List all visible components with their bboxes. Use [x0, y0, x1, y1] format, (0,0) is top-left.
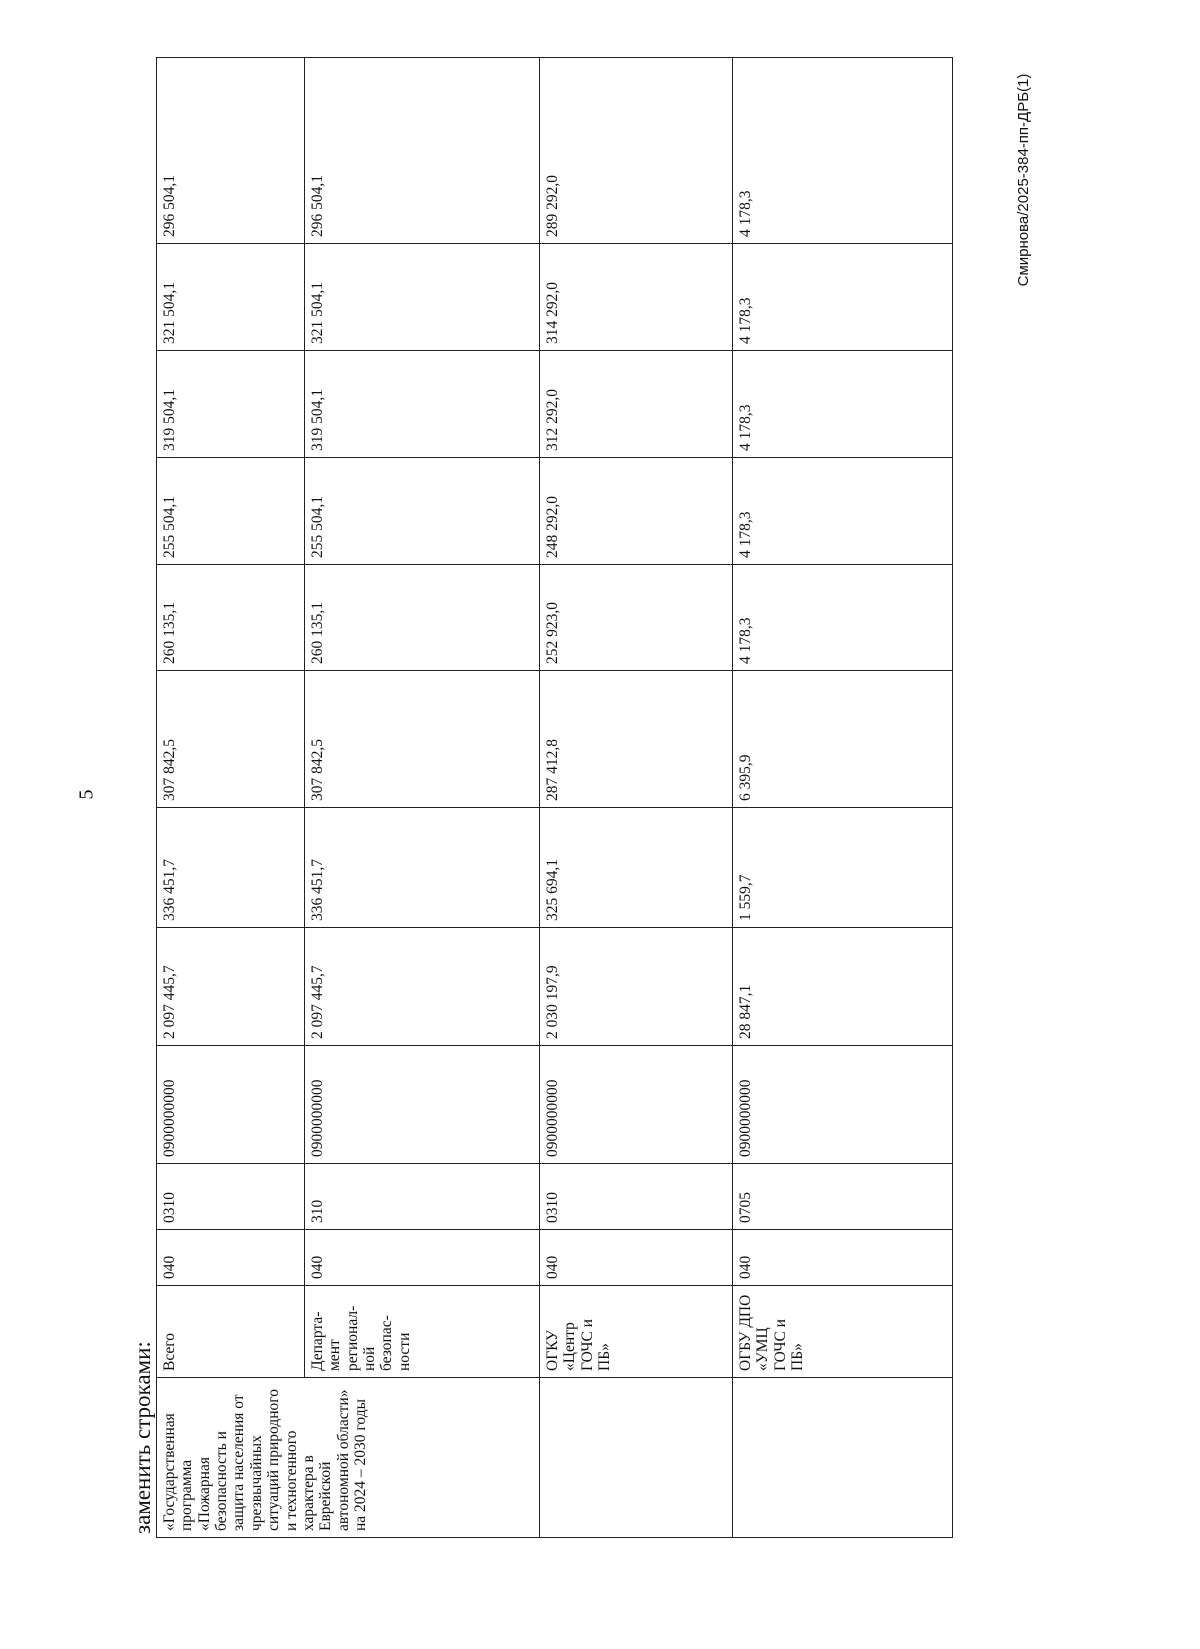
cell-y2029: 314 292,0: [540, 244, 733, 351]
cell-y2030: 289 292,0: [540, 58, 733, 244]
cell-y2025: 287 412,8: [540, 671, 733, 808]
cell-csr: 0900000000: [157, 1046, 305, 1164]
cell-total: 28 847,1: [733, 928, 953, 1046]
cell-csr: 0900000000: [733, 1046, 953, 1164]
cell-y2030: 4 178,3: [733, 58, 953, 244]
cell-y2029: 4 178,3: [733, 244, 953, 351]
cell-grbs: 040: [157, 1230, 305, 1286]
program-name-empty-cell: [540, 1378, 733, 1538]
cell-rzpr: 0310: [157, 1164, 305, 1230]
cell-y2030: 296 504,1: [305, 58, 540, 244]
cell-y2026: 4 178,3: [733, 565, 953, 671]
cell-y2026: 252 923,0: [540, 565, 733, 671]
cell-rzpr: 310: [305, 1164, 540, 1230]
cell-y2025: 307 842,5: [305, 671, 540, 808]
executor-cell: ОГБУ ДПО «УМЦ ГОЧС и ПБ»: [733, 1286, 953, 1378]
cell-y2024: 325 694,1: [540, 808, 733, 928]
cell-grbs: 040: [305, 1230, 540, 1286]
rotated-table-area: [130, 58, 940, 1538]
table-row: [305, 58, 540, 1538]
cell-y2025: 6 395,9: [733, 671, 953, 808]
cell-y2027: 255 504,1: [157, 458, 305, 565]
cell-y2029: 321 504,1: [157, 244, 305, 351]
executor-cell: Департа-мент регионал-ной безопас-ности: [305, 1286, 540, 1378]
cell-rzpr: 0310: [540, 1164, 733, 1230]
table-row: [540, 58, 733, 1538]
cell-y2028: 319 504,1: [157, 351, 305, 458]
cell-y2026: 260 135,1: [305, 565, 540, 671]
program-name-cell: «Государственная программа «Пожарная безопасность и защита населения от чрезвычайных ситуаций природного и техногенного характера в Еврейской автономной области» на 2024 – 2030 годы: [157, 1378, 540, 1538]
cell-total: 2 030 197,9: [540, 928, 733, 1046]
cell-y2028: 319 504,1: [305, 351, 540, 458]
cell-y2030: 296 504,1: [157, 58, 305, 244]
cell-y2027: 4 178,3: [733, 458, 953, 565]
cell-csr: 0900000000: [305, 1046, 540, 1164]
cell-y2024: 336 451,7: [305, 808, 540, 928]
cell-y2029: 321 504,1: [305, 244, 540, 351]
executor-cell: Всего: [157, 1286, 305, 1378]
table-row: [733, 58, 953, 1538]
cell-total: 2 097 445,7: [157, 928, 305, 1046]
cell-total: 2 097 445,7: [305, 928, 540, 1046]
cell-y2027: 248 292,0: [540, 458, 733, 565]
cell-y2024: 336 451,7: [157, 808, 305, 928]
cell-y2028: 4 178,3: [733, 351, 953, 458]
program-name-empty-cell: [733, 1378, 953, 1538]
cell-grbs: 040: [540, 1230, 733, 1286]
table-row: [157, 58, 305, 1538]
replace-heading: заменить строками:: [130, 1341, 155, 1534]
budget-table: [156, 57, 953, 1538]
executor-cell: ОГКУ «Центр ГОЧС и ПБ»: [540, 1286, 733, 1378]
document-code: Смирнова/2025-384-пп-ДРБ(1): [1015, 73, 1032, 287]
page-number: 5: [75, 789, 98, 800]
cell-grbs: 040: [733, 1230, 953, 1286]
cell-y2027: 255 504,1: [305, 458, 540, 565]
landscape-content: [130, 58, 940, 1538]
cell-y2025: 307 842,5: [157, 671, 305, 808]
cell-y2028: 312 292,0: [540, 351, 733, 458]
cell-y2026: 260 135,1: [157, 565, 305, 671]
cell-y2024: 1 559,7: [733, 808, 953, 928]
cell-rzpr: 0705: [733, 1164, 953, 1230]
cell-csr: 0900000000: [540, 1046, 733, 1164]
